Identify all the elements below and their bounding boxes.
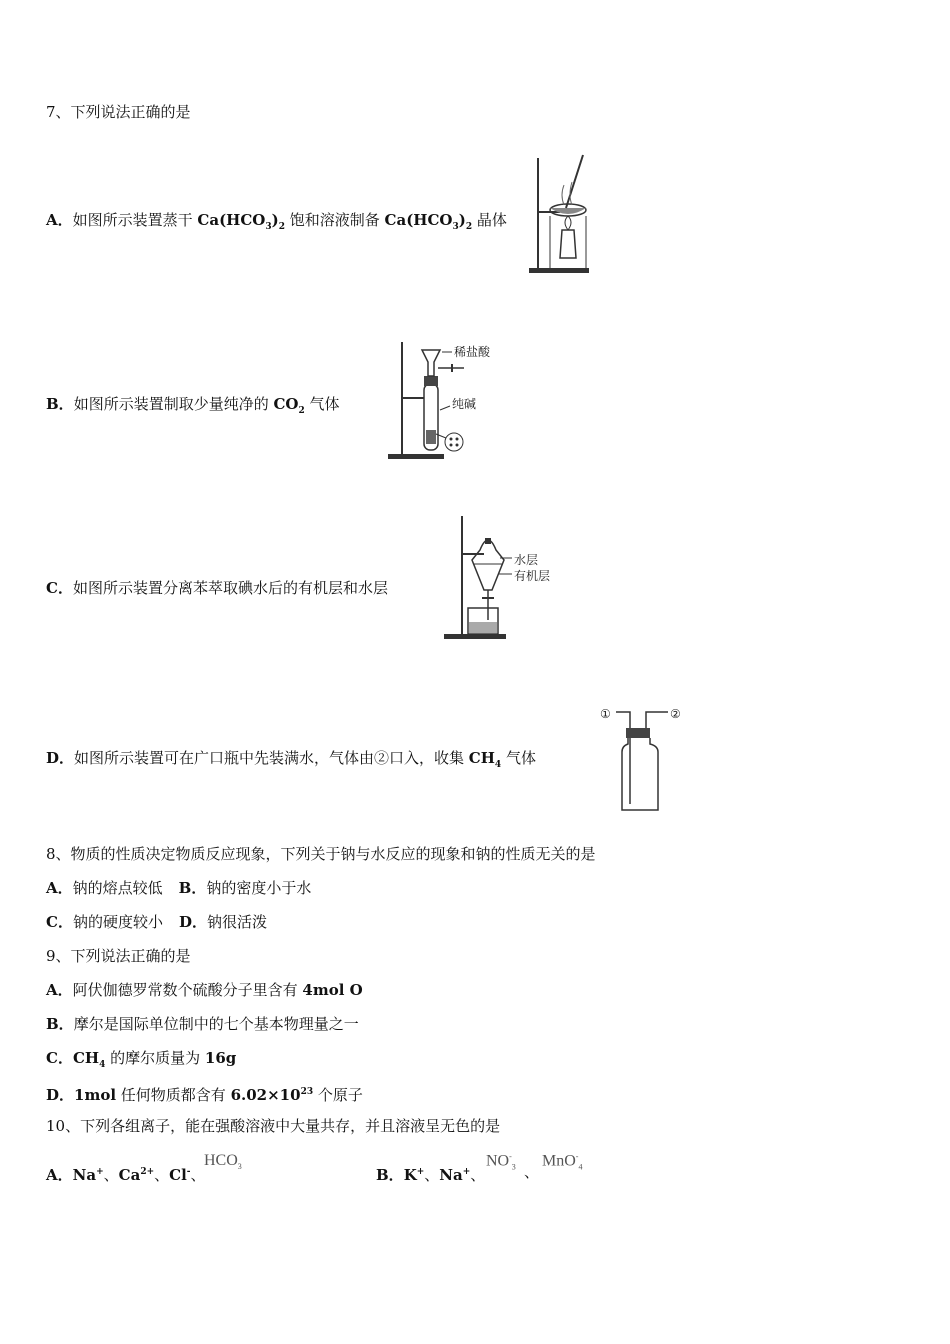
q10-stem: 10、下列各组离子，能在强酸溶液中大量共存，并且溶液呈无色的是	[46, 1117, 501, 1135]
figure-label-dilute-hcl: 稀盐酸	[454, 345, 491, 359]
option-text: 如图所示装置制取少量纯净的	[73, 395, 274, 413]
subscript: 4	[578, 1162, 583, 1172]
option-text: 饱和溶液制备	[285, 211, 385, 229]
figure-label-water-layer: 水层	[514, 553, 539, 567]
charge: +	[462, 1167, 471, 1177]
subscript: 2	[278, 222, 285, 232]
formula: CH	[468, 749, 495, 767]
ion-image-hco3	[204, 1152, 242, 1171]
option-letter: D．	[46, 749, 75, 767]
option-letter: A．	[46, 879, 73, 897]
figure-label-soda-ash: 纯碱	[452, 397, 477, 411]
option-letter: B．	[376, 1166, 404, 1184]
q7-stem: 7、下列说法正确的是	[46, 103, 191, 121]
option-text: 阿伏伽德罗常数个硫酸分子里含有	[72, 981, 303, 999]
option-text: 如图所示装置分离苯萃取碘水后的有机层和水层	[72, 579, 388, 597]
charge: 2+	[140, 1167, 155, 1177]
option-text: 钠的硬度较小	[72, 913, 163, 931]
option-text: 任何物质都含有	[116, 1086, 231, 1104]
separator: 、	[103, 1166, 119, 1184]
subscript: 3	[237, 1162, 242, 1172]
formula: CO	[273, 395, 299, 413]
q9-option-c	[46, 1048, 236, 1075]
separator: 、	[154, 1166, 170, 1184]
charge: +	[416, 1167, 425, 1177]
formula: 4mol O	[302, 981, 363, 999]
option-text: 气体	[501, 749, 536, 767]
q7-option-a	[46, 210, 507, 237]
option-letter: A．	[46, 1166, 73, 1184]
separator: 、	[190, 1166, 206, 1184]
figure-label-port-1: ①	[600, 707, 611, 721]
q8-options-row-2	[46, 912, 267, 932]
option-text: 如图所示装置可在广口瓶中先装满水，气体由②口入，收集	[74, 749, 469, 767]
ion: MnO	[542, 1152, 576, 1170]
option-text: 钠的熔点较低	[72, 879, 163, 897]
q7-option-c	[46, 578, 388, 598]
gas-generation-apparatus-figure	[384, 338, 506, 462]
subscript: 4	[99, 1060, 106, 1070]
separator: 、	[524, 1163, 540, 1181]
q9-option-d	[46, 1082, 363, 1105]
charge: -	[186, 1167, 191, 1177]
option-text: 气体	[304, 395, 340, 413]
q10-option-b	[376, 1162, 485, 1185]
option-text: 钠的密度小于水	[206, 879, 312, 897]
option-text: 个原子	[313, 1086, 363, 1104]
wide-mouth-bottle-figure	[582, 692, 688, 818]
subscript: 2	[298, 406, 305, 416]
formula: CH	[72, 1049, 100, 1067]
q7-option-d	[46, 748, 536, 775]
q7-option-b	[46, 394, 340, 421]
ion: NO	[486, 1152, 510, 1170]
ion: Cl	[169, 1166, 187, 1184]
charge: -	[575, 1152, 579, 1161]
separatory-funnel-figure	[440, 512, 562, 644]
subscript: 4	[494, 760, 502, 770]
option-letter: B．	[178, 879, 207, 897]
option-text: 如图所示装置蒸干	[72, 211, 198, 229]
option-text: 晶体	[472, 211, 507, 229]
subscript: 3	[511, 1162, 516, 1172]
ion: HCO	[204, 1152, 238, 1169]
charge: +	[96, 1167, 104, 1177]
formula: )	[458, 211, 466, 229]
formula: 1mol	[74, 1086, 117, 1104]
subscript: 3	[265, 222, 272, 232]
option-letter: C．	[46, 913, 73, 931]
separator: 、	[470, 1166, 486, 1184]
option-letter: D．	[46, 1086, 75, 1104]
option-letter: B．	[46, 395, 74, 413]
option-letter: B．	[46, 1015, 74, 1033]
q9-option-b	[46, 1014, 359, 1034]
option-letter: A．	[46, 981, 73, 999]
option-letter: D．	[178, 913, 207, 931]
ion-image-no3	[486, 1152, 516, 1172]
evaporation-apparatus-figure	[526, 150, 592, 276]
ion: Na	[439, 1166, 463, 1184]
q9-stem: 9、下列说法正确的是	[46, 947, 191, 965]
subscript: 3	[452, 222, 459, 232]
q10-option-a	[46, 1162, 206, 1185]
figure-label-organic-layer: 有机层	[514, 569, 551, 583]
option-letter: C．	[46, 579, 73, 597]
option-text: 摩尔是国际单位制中的七个基本物理量之一	[73, 1015, 359, 1033]
option-text: 钠很活泼	[206, 913, 267, 931]
ion: Na	[72, 1166, 97, 1184]
formula: )	[271, 211, 279, 229]
q8-stem: 8、物质的性质决定物质反应现象，下列关于钠与水反应的现象和钠的性质无关的是	[46, 845, 596, 863]
formula: 6.02×10	[230, 1086, 301, 1104]
superscript: 23	[300, 1087, 314, 1097]
figure-label-port-2: ②	[670, 707, 681, 721]
option-letter: A．	[46, 211, 73, 229]
separator: 、	[424, 1166, 440, 1184]
formula: 16g	[204, 1049, 237, 1067]
subscript: 2	[465, 222, 473, 232]
q9-option-a	[46, 980, 363, 1000]
formula: Ca(HCO	[197, 211, 266, 229]
ion-image-mno4	[542, 1152, 582, 1172]
option-letter: C．	[46, 1049, 73, 1067]
q8-options-row-1	[46, 878, 311, 898]
ion: Ca	[118, 1166, 141, 1184]
charge: -	[509, 1152, 512, 1161]
formula: Ca(HCO	[384, 211, 453, 229]
option-text: 的摩尔质量为	[105, 1049, 205, 1067]
ion: K	[403, 1166, 417, 1184]
